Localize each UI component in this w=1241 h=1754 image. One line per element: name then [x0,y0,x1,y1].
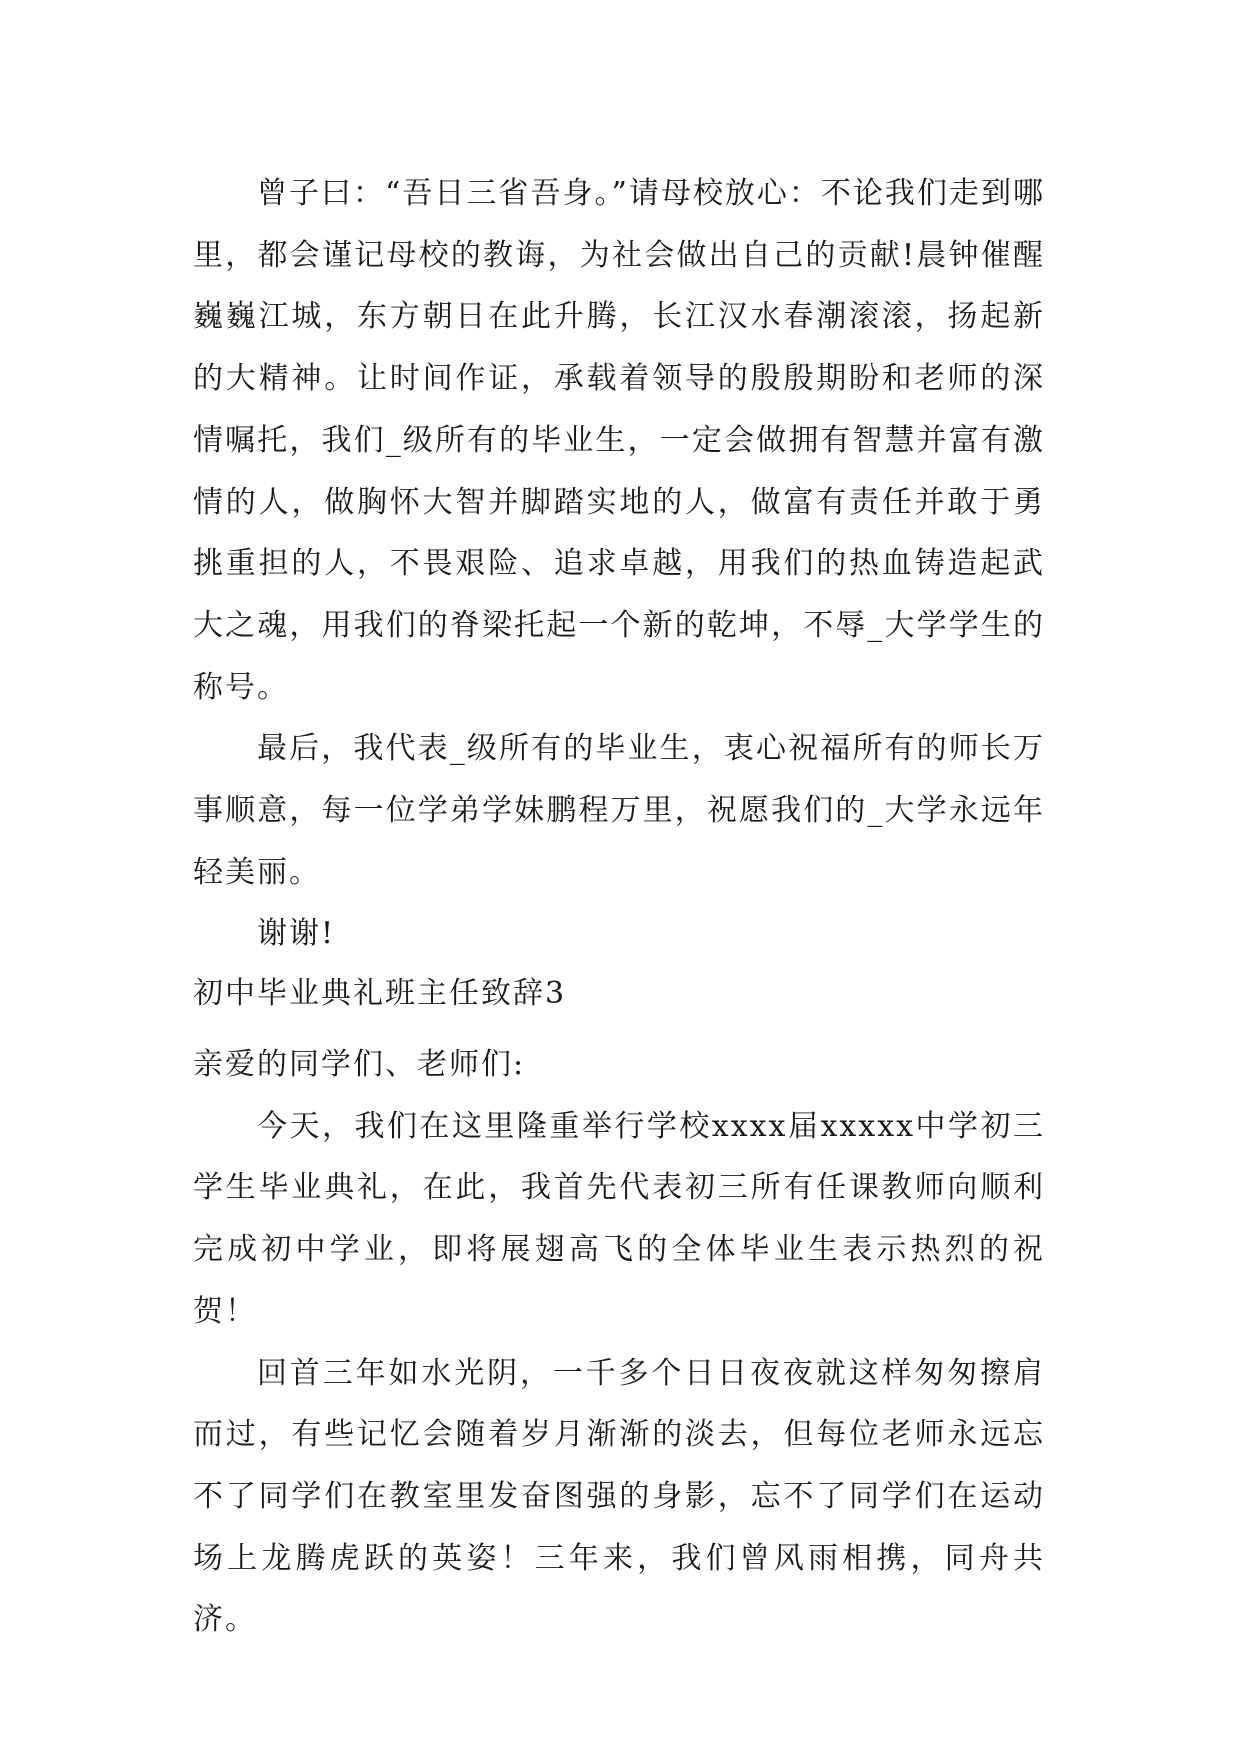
section-one-body [193,163,1045,965]
paragraph-zengzi: 曾子曰：“吾日三省吾身。”请母校放心：不论我们走到哪里，都会谨记母校的教诲，为社会做出自己的贡献!晨钟催醒巍巍江城，东方朝日在此升腾，长江汉水春潮滚滚，扬起新的大精神。让时间作证，承载着领导的殷殷期盼和老师的深情嘱托，我们_级所有的毕业生，一定会做拥有智慧并富有激情的人，做胸怀大智并脚踏实地的人，做富有责任并敢于勇挑重担的人，不畏艰险、追求卓越，用我们的热血铸造起武大之魂，用我们的脊梁托起一个新的乾坤，不辱_大学学生的称号。 [193,176,1045,705]
section-two-body [193,1034,1045,1651]
paragraph-memories: 回首三年如水光阴，一千多个日日夜夜就这样匆匆擦肩而过，有些记忆会随着岁月渐渐的淡去，但每位老师永远忘不了同学们在教室里发奋图强的身影，忘不了同学们在运动场上龙腾虎跃的英姿！三年来，我们曾风雨相携，同舟共济。 [193,1355,1045,1638]
paragraph-ceremony: 今天，我们在这里隆重举行学校xxxx届xxxxx中学初三学生毕业典礼，在此，我首先代表初三所有任课教师向顺利完成初中学业，即将展翅高飞的全体毕业生表示热烈的祝贺！ [193,1108,1045,1329]
paragraph-thanks: 谢谢! [257,916,336,952]
salutation: 亲爱的同学们、老师们: [193,1047,526,1082]
section-two-title: 初中毕业典礼班主任致辞3 [193,976,567,1011]
paragraph-closing-wishes: 最后，我代表_级所有的毕业生，衷心祝福所有的师长万事顺意，每一位学弟学妹鹏程万里，祝愿我们的_大学永远年轻美丽。 [193,731,1045,890]
